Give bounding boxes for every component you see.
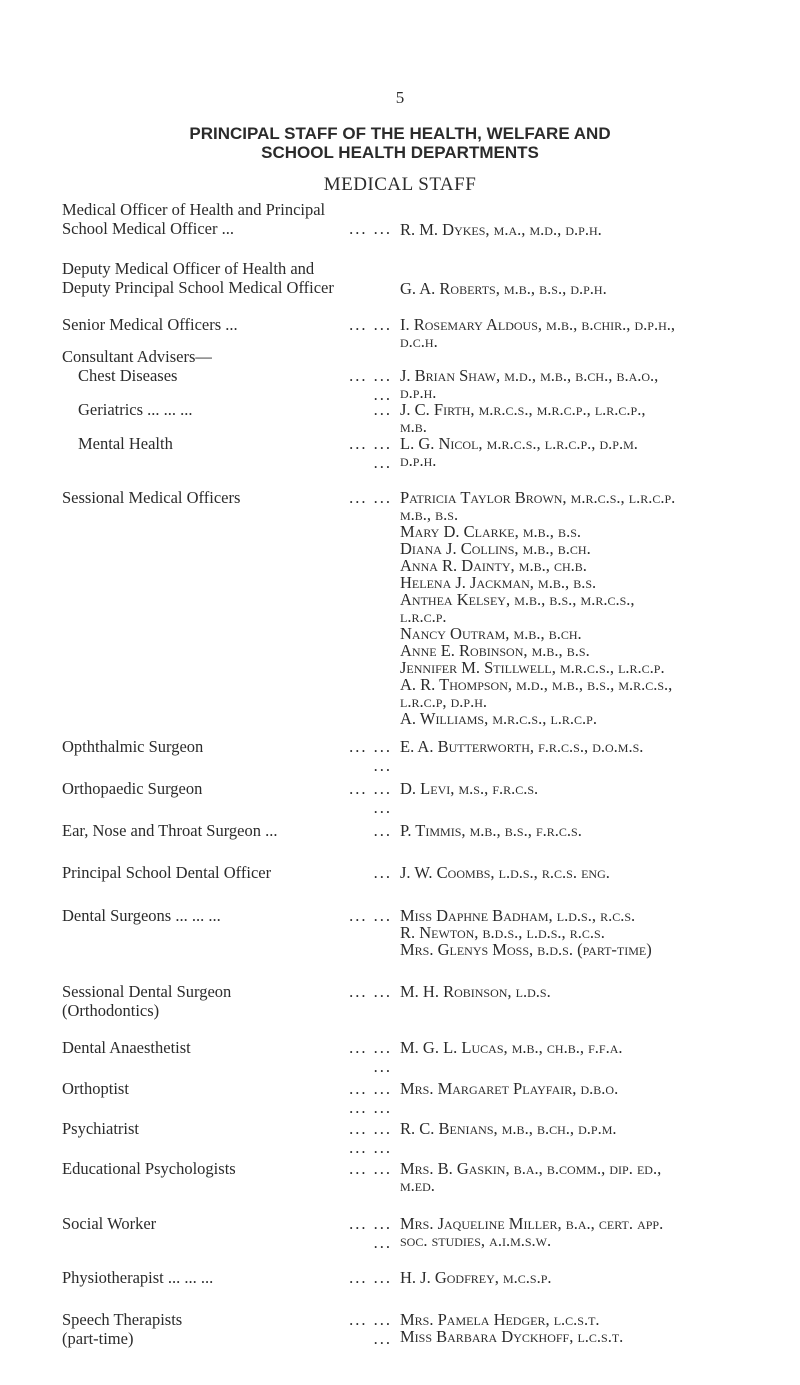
staff-names: L. G. Nicol, m.r.c.s., l.r.c.p., d.p.m. d.p.h. — [400, 434, 638, 470]
role-label: Medical Officer of Health and Principal School Medical Officer ... — [62, 200, 326, 238]
leader-dots: ... ... — [349, 982, 392, 1001]
role-label: Physiotherapist ... ... ... — [62, 1268, 214, 1287]
leader-dots: ... — [373, 863, 392, 882]
staff-names: Mrs. B. Gaskin, b.a., b.comm., dip. ed., m.ed. — [400, 1159, 662, 1195]
role-label: Orthoptist — [62, 1079, 129, 1098]
role-label: Senior Medical Officers ... — [62, 315, 238, 334]
leader-dots: ... ... ... — [349, 434, 392, 472]
staff-names: I. Rosemary Aldous, m.b., b.chir., d.p.h., d.c.h. — [400, 315, 675, 351]
staff-names: P. Timmis, m.b., b.s., f.r.c.s. — [400, 821, 582, 840]
staff-names: M. H. Robinson, l.d.s. — [400, 982, 551, 1001]
leader-dots: ... ... ... ... — [349, 1119, 392, 1157]
leader-dots: ... ... — [349, 315, 392, 334]
role-label: Educational Psychologists — [62, 1159, 236, 1178]
role-label: Deputy Medical Officer of Health and Deputy Principal School Medical Officer — [62, 259, 334, 297]
staff-names: D. Levi, m.s., f.r.c.s. — [400, 779, 539, 798]
leader-dots: ... ... ... — [349, 737, 392, 775]
leader-dots: ... — [373, 400, 392, 419]
role-label: Sessional Dental Surgeon (Orthodontics) — [62, 982, 232, 1020]
role-label: Dental Surgeons ... ... ... — [62, 906, 221, 925]
role-label: Psychiatrist — [62, 1119, 139, 1138]
section-title: MEDICAL STAFF — [323, 174, 477, 195]
heading-line-2: SCHOOL HEALTH DEPARTMENTS — [261, 143, 539, 162]
staff-names: M. G. L. Lucas, m.b., ch.b., f.f.a. — [400, 1038, 623, 1057]
leader-dots: ... ... ... — [349, 1310, 392, 1348]
staff-names: Mrs. Margaret Playfair, d.b.o. — [400, 1079, 619, 1098]
staff-names: J. W. Coombs, l.d.s., r.c.s. eng. — [400, 863, 610, 882]
leader-dots: ... ... — [349, 1268, 392, 1287]
leader-dots: ... ... ... — [349, 779, 392, 817]
staff-names: G. A. Roberts, m.b., b.s., d.p.h. — [400, 279, 607, 298]
staff-names: E. A. Butterworth, f.r.c.s., d.o.m.s. — [400, 737, 644, 756]
role-label: Ear, Nose and Throat Surgeon ... — [62, 821, 278, 840]
page-number: 5 — [395, 88, 405, 107]
leader-dots: ... ... ... — [349, 366, 392, 404]
leader-dots: ... — [373, 821, 392, 840]
leader-dots: ... ... ... — [349, 1038, 392, 1076]
staff-names: J. C. Firth, m.r.c.s., m.r.c.p., l.r.c.p., m.b. — [400, 400, 646, 436]
staff-names: J. Brian Shaw, m.d., m.b., b.ch., b.a.o., d.p.h. — [400, 366, 659, 402]
staff-names: Miss Daphne Badham, l.d.s., r.c.s. R. Newton, b.d.s., l.d.s., r.c.s. Mrs. Glenys Moss, b.d.s. (part-time) — [400, 906, 652, 959]
role-label: Social Worker — [62, 1214, 157, 1233]
role-label: Chest Diseases — [78, 366, 178, 385]
heading-line-1: PRINCIPAL STAFF OF THE HEALTH, WELFARE AND — [189, 124, 611, 143]
leader-dots: ... ... ... ... — [349, 1079, 392, 1117]
role-label: Orthopaedic Surgeon — [62, 779, 203, 798]
leader-dots: ... ... — [349, 219, 392, 238]
role-label: Opththalmic Surgeon — [62, 737, 204, 756]
page-heading — [0, 124, 800, 162]
role-label: Consultant Advisers— — [62, 347, 212, 366]
leader-dots: ... ... — [349, 1159, 392, 1178]
role-label: Sessional Medical Officers — [62, 488, 241, 507]
leader-dots: ... ... ... — [349, 1214, 392, 1252]
staff-names: R. C. Benians, m.b., b.ch., d.p.m. — [400, 1119, 617, 1138]
role-label: Principal School Dental Officer — [62, 863, 272, 882]
role-label: Mental Health — [78, 434, 173, 453]
leader-dots: ... ... — [349, 906, 392, 925]
role-label: Geriatrics ... ... ... — [78, 400, 193, 419]
staff-names: R. M. Dykes, m.a., m.d., d.p.h. — [400, 220, 602, 239]
leader-dots: ... ... — [349, 488, 392, 507]
staff-names: Mrs. Pamela Hedger, l.c.s.t. Miss Barbara Dyckhoff, l.c.s.t. — [400, 1310, 624, 1346]
role-label: Dental Anaesthetist — [62, 1038, 191, 1057]
staff-names: Mrs. Jaqueline Miller, b.a., cert. app. soc. studies, a.i.m.s.w. — [400, 1214, 664, 1250]
role-label: Speech Therapists (part-time) — [62, 1310, 183, 1348]
staff-names: H. J. Godfrey, m.c.s.p. — [400, 1268, 552, 1287]
staff-names: Patricia Taylor Brown, m.r.c.s., l.r.c.p. m.b., b.s. Mary D. Clarke, m.b., b.s. Diana J. Collins, m.b., b.ch. Anna R. Dainty, m.b., ch.b. Helena J. Jackman, m.b., b.s. Anthea Kelsey, m.b., b.s., m.r.c.s., l.r.c.p. Nancy Outram, m.b., b.ch. Anne E. Robinson, m.b., b.s. Jennifer M. Stillwell, m.r.c.s., l.r.c.p. A. R. Thompson, m.d., m.b., b.s., m.r.c.s., l.r.c.p, d.p.h. A. Williams, m.r.c.s., l.r.c.p. — [400, 488, 676, 728]
